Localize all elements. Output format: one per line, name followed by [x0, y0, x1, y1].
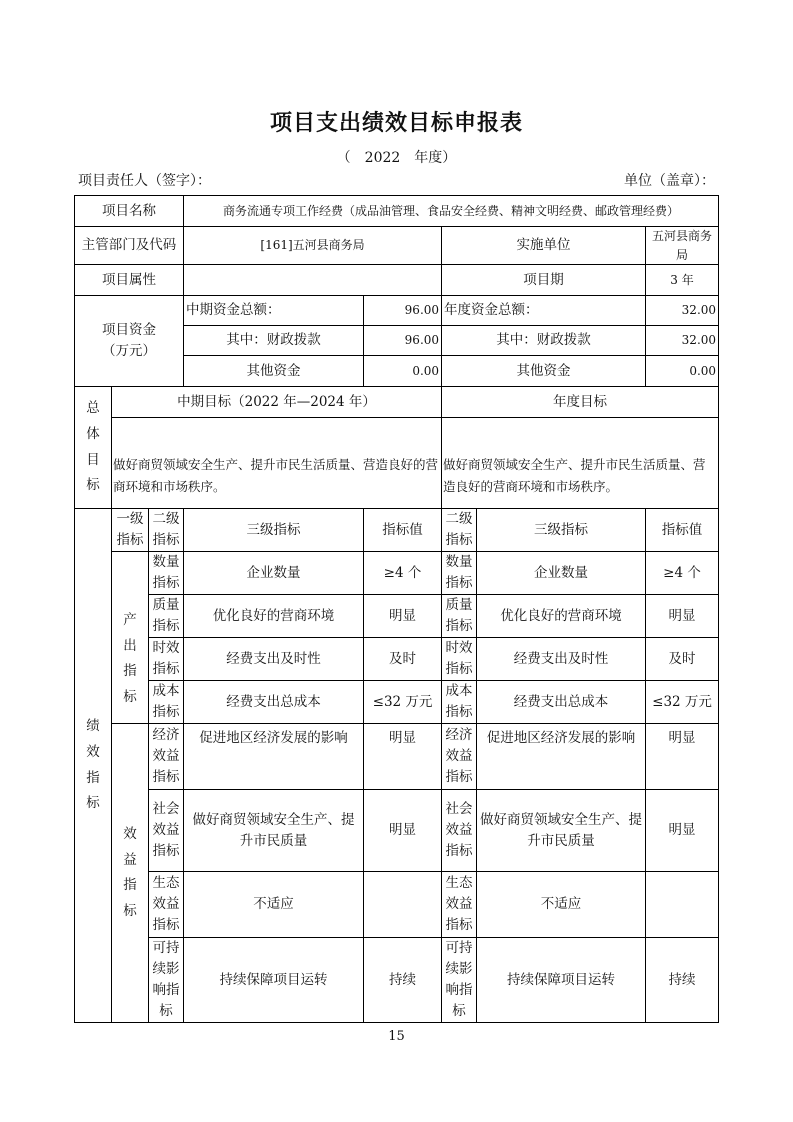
project-name-value: 商务流通专项工作经费（成品油管理、食品安全经费、精神文明经费、邮政管理经费） — [184, 196, 719, 227]
effect-indicator-label — [112, 724, 149, 1023]
value-cell: ≥4 个 — [364, 552, 442, 595]
year-other-value: 0.00 — [646, 356, 719, 387]
level2-header: 二级指标 — [149, 509, 184, 552]
responsible-label: 项目责任人（签字）： — [78, 173, 211, 189]
level2-header-year: 二级指标 — [442, 509, 477, 552]
value-cell-year: ≥4 个 — [646, 552, 719, 595]
performance-label-text: 绩效指标 — [86, 718, 100, 812]
level2-cell-year: 经济效益指标 — [442, 724, 477, 790]
unit-label: 单位（盖章）： — [624, 173, 715, 189]
level3-cell-year: 不适应 — [477, 872, 646, 938]
level2-cell-year: 质量指标 — [442, 595, 477, 638]
overall-goal-label-text: 总体目标 — [86, 400, 100, 494]
year-total-value: 32.00 — [646, 296, 719, 326]
level3-cell: 经费支出总成本 — [184, 681, 364, 724]
level2-cell-year: 生态效益指标 — [442, 872, 477, 938]
level1-header: 一级指标 — [112, 509, 149, 552]
level3-cell: 经费支出及时性 — [184, 638, 364, 681]
impl-unit-value: 五河县商务局 — [646, 227, 719, 265]
level3-cell: 做好商贸领域安全生产、提升市民质量 — [184, 790, 364, 872]
dept-value: [161]五河县商务局 — [184, 227, 442, 265]
year-goal-text: 做好商贸领域安全生产、提升市民生活质量、营造良好的营商环境和市场秩序。 — [442, 418, 719, 509]
level3-cell-year: 经费支出总成本 — [477, 681, 646, 724]
level3-cell-year: 持续保障项目运转 — [477, 938, 646, 1023]
level2-cell: 成本指标 — [149, 681, 184, 724]
year-total-label: 年度资金总额： — [442, 296, 646, 326]
performance-form-table — [74, 195, 719, 1023]
level2-cell-year: 可持续影响指标 — [442, 938, 477, 1023]
level2-cell: 社会效益指标 — [149, 790, 184, 872]
value-cell: 明显 — [364, 595, 442, 638]
value-cell: 持续 — [364, 938, 442, 1023]
mid-other-label: 其他资金 — [184, 356, 364, 387]
funds-label-line2: （万元） — [102, 343, 157, 360]
level3-header-year: 三级指标 — [477, 509, 646, 552]
level2-cell-year: 时效指标 — [442, 638, 477, 681]
level3-cell: 持续保障项目运转 — [184, 938, 364, 1023]
level2-cell-year: 数量指标 — [442, 552, 477, 595]
project-period-value: 3 年 — [646, 265, 719, 296]
value-cell-year: 明显 — [646, 595, 719, 638]
project-attr-label: 项目属性 — [75, 265, 184, 296]
effect-indicator-label-text: 效益指标 — [123, 825, 137, 919]
value-header: 指标值 — [364, 509, 442, 552]
mid-other-value: 0.00 — [364, 356, 442, 387]
level2-cell: 数量指标 — [149, 552, 184, 595]
level2-cell: 质量指标 — [149, 595, 184, 638]
performance-label — [75, 509, 112, 1023]
mid-total-label: 中期资金总额： — [184, 296, 364, 326]
level3-header: 三级指标 — [184, 509, 364, 552]
year-line: （ 2022 年度） — [336, 150, 457, 166]
level3-cell-year: 经费支出及时性 — [477, 638, 646, 681]
year-fiscal-label: 其中：财政拨款 — [442, 326, 646, 356]
project-name-label: 项目名称 — [75, 196, 184, 227]
level2-cell: 经济效益指标 — [149, 724, 184, 790]
page-title: 项目支出绩效目标申报表 — [269, 111, 523, 136]
value-cell-year: 及时 — [646, 638, 719, 681]
value-cell-year: 明显 — [646, 724, 719, 790]
output-indicator-label — [112, 552, 149, 724]
project-period-label: 项目期 — [442, 265, 646, 296]
mid-goal-text: 做好商贸领域安全生产、提升市民生活质量、营造良好的营商环境和市场秩序。 — [112, 418, 442, 509]
mid-fiscal-value: 96.00 — [364, 326, 442, 356]
value-cell-year: ≤32 万元 — [646, 681, 719, 724]
project-attr-value — [184, 265, 442, 296]
year-fiscal-value: 32.00 — [646, 326, 719, 356]
output-indicator-label-text: 产出指标 — [123, 612, 137, 706]
value-cell-year: 持续 — [646, 938, 719, 1023]
value-header-year: 指标值 — [646, 509, 719, 552]
level3-cell-year: 促进地区经济发展的影响 — [477, 724, 646, 790]
level2-cell: 生态效益指标 — [149, 872, 184, 938]
value-cell: 及时 — [364, 638, 442, 681]
year-goal-header: 年度目标 — [442, 387, 719, 418]
impl-unit-label: 实施单位 — [442, 227, 646, 265]
level3-cell: 促进地区经济发展的影响 — [184, 724, 364, 790]
value-cell-year: 明显 — [646, 790, 719, 872]
mid-fiscal-label: 其中：财政拨款 — [184, 326, 364, 356]
value-cell: ≤32 万元 — [364, 681, 442, 724]
dept-label: 主管部门及代码 — [75, 227, 184, 265]
value-cell: 明显 — [364, 724, 442, 790]
level3-cell-year: 优化良好的营商环境 — [477, 595, 646, 638]
page-number: 15 — [388, 1029, 405, 1044]
level2-cell-year: 成本指标 — [442, 681, 477, 724]
level3-cell-year: 企业数量 — [477, 552, 646, 595]
funds-label — [75, 296, 184, 387]
mid-goal-header: 中期目标（2022 年—2024 年） — [112, 387, 442, 418]
year-other-label: 其他资金 — [442, 356, 646, 387]
overall-goal-label — [75, 387, 112, 509]
level3-cell: 不适应 — [184, 872, 364, 938]
level3-cell: 企业数量 — [184, 552, 364, 595]
level3-cell: 优化良好的营商环境 — [184, 595, 364, 638]
value-cell: 明显 — [364, 790, 442, 872]
level2-cell-year: 社会效益指标 — [442, 790, 477, 872]
level2-cell: 时效指标 — [149, 638, 184, 681]
funds-label-line1: 项目资金 — [102, 322, 157, 339]
value-cell — [364, 872, 442, 938]
mid-total-value: 96.00 — [364, 296, 442, 326]
value-cell-year — [646, 872, 719, 938]
level2-cell: 可持续影响指标 — [149, 938, 184, 1023]
level3-cell-year: 做好商贸领域安全生产、提升市民质量 — [477, 790, 646, 872]
